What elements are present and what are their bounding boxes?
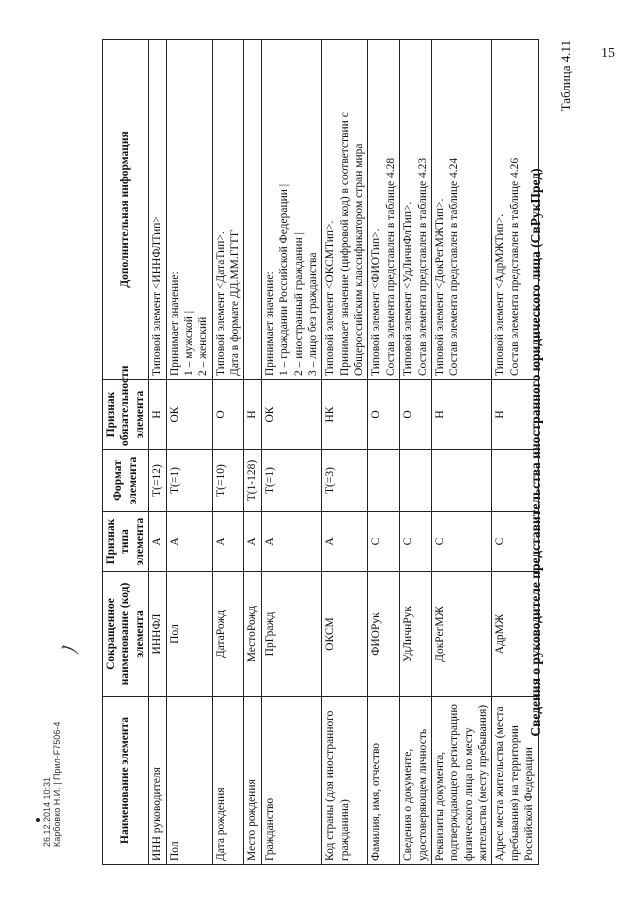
- cell-type: С: [431, 512, 492, 572]
- cell-name: Место рождения: [244, 697, 261, 865]
- cell-name: Код страны (для иностранного гражданина): [322, 697, 368, 865]
- cell-info: Принимает значение: 1 – граждании Российской Федерации | 2 – иностранный гражданин | 3 – лицо без гражданства: [261, 40, 322, 380]
- column-header: Наименование элемента: [103, 697, 149, 865]
- cell-req: Н: [149, 380, 166, 450]
- cell-format: T(=10): [212, 450, 244, 512]
- cell-req: Н: [492, 380, 538, 450]
- cell-name: Гражданство: [261, 697, 322, 865]
- table-row: [492, 40, 538, 865]
- cell-type: С: [400, 512, 432, 572]
- table-number: Таблица 4.11: [558, 40, 573, 112]
- cell-type: А: [322, 512, 368, 572]
- cell-info: Типовой элемент <ФИОТип>. Состав элемента представлен в таблице 4.28: [368, 40, 400, 380]
- table-row: [166, 40, 212, 865]
- cell-type: С: [368, 512, 400, 572]
- cell-req: ОК: [261, 380, 322, 450]
- cell-format: [431, 450, 492, 512]
- cell-format: T(=1): [261, 450, 322, 512]
- cell-code: Пол: [166, 572, 212, 697]
- table-row: [212, 40, 244, 865]
- cell-code: ФИОРук: [368, 572, 400, 697]
- cell-name: Пол: [166, 697, 212, 865]
- cell-info: Типовой элемент <ДокРегМЖТип>. Состав элемента представлен в таблице 4.24: [431, 40, 492, 380]
- table-row: [431, 40, 492, 865]
- cell-code: ДатаРожд: [212, 572, 244, 697]
- cell-info: Типовой элемент <УдЛичнФлТип>. Состав элемента представлен в таблице 4.23: [400, 40, 432, 380]
- cell-name: Дата рождения: [212, 697, 244, 865]
- cell-req: О: [368, 380, 400, 450]
- cell-format: T(=12): [149, 450, 166, 512]
- cell-code: ДокРегМЖ: [431, 572, 492, 697]
- cell-req: ОК: [166, 380, 212, 450]
- cell-req: Н: [244, 380, 261, 450]
- header-row: [103, 40, 149, 865]
- table-title: Сведения о руководителе представительства иностранного юридического лица (СвРукПред): [528, 168, 543, 737]
- cell-format: [492, 450, 538, 512]
- cell-code: ИННФЛ: [149, 572, 166, 697]
- cell-req: О: [400, 380, 432, 450]
- cell-name: ИНН руководителя: [149, 697, 166, 865]
- cell-type: А: [149, 512, 166, 572]
- cell-name: Реквизиты документа, подтверждающего регистрацию физического лица по месту жительства (месту пребывания): [431, 697, 492, 865]
- rotated-page-content: [42, 40, 590, 865]
- table-row: [244, 40, 261, 865]
- cell-format: [400, 450, 432, 512]
- cell-req: НК: [322, 380, 368, 450]
- cell-code: АдрМЖ: [492, 572, 538, 697]
- page-number: 15: [601, 46, 615, 61]
- table-row: [368, 40, 400, 865]
- table-row: [149, 40, 166, 865]
- cell-name: Сведения о документе, удостоверяющем личность: [400, 697, 432, 865]
- table-body: [103, 40, 539, 865]
- table-row: [261, 40, 322, 865]
- cell-type: А: [212, 512, 244, 572]
- cell-name: Адрес места жительства (места пребывания) на территории Российской Федерации: [492, 697, 538, 865]
- cell-type: А: [261, 512, 322, 572]
- cell-format: T(1-128): [244, 450, 261, 512]
- cell-name: Фамилия, имя, отчество: [368, 697, 400, 865]
- cell-info: Типовой элемент <АдрМЖТип>. Состав элемента представлен в таблице 4.26: [492, 40, 538, 380]
- cell-type: А: [166, 512, 212, 572]
- cell-code: МестоРожд: [244, 572, 261, 697]
- stamp-line-date: 26.12.2014 10:31: [42, 776, 52, 847]
- cell-format: T(=1): [166, 450, 212, 512]
- cell-info: Типовой элемент <ИННФЛТип>: [149, 40, 166, 380]
- cell-format: T(=3): [322, 450, 368, 512]
- handwritten-mark-icon: ﾉ: [59, 643, 84, 655]
- column-header: Признак обязательности элемента: [103, 380, 149, 450]
- speck: [36, 818, 40, 822]
- cell-format: [368, 450, 400, 512]
- column-header: Сокращенное наименование (код) элемента: [103, 572, 149, 697]
- cell-req: О: [212, 380, 244, 450]
- cell-info: Типовой элемент <ОКСМТип>. Принимает значение (цифровой код) в соответствии с Общероссийским классификатором стран мира: [322, 40, 368, 380]
- column-header: Признак типа элемента: [103, 512, 149, 572]
- column-header: Дополнительная информация: [103, 40, 149, 380]
- cell-type: С: [492, 512, 538, 572]
- cell-info: Принимает значение: 1 – мужской | 2 – женский: [166, 40, 212, 380]
- cell-code: УдЛичнРук: [400, 572, 432, 697]
- print-stamp: [42, 722, 63, 847]
- column-header: Формат элемента: [103, 450, 149, 512]
- cell-info: Типовой элемент <ДатаТип>. Дата в формате ДД.ММ.ГГГГ: [212, 40, 244, 380]
- cell-req: Н: [431, 380, 492, 450]
- table-row: [322, 40, 368, 865]
- elements-table: [102, 39, 539, 865]
- cell-code: ОКСМ: [322, 572, 368, 697]
- cell-type: А: [244, 512, 261, 572]
- cell-code: ПрГражд: [261, 572, 322, 697]
- cell-info: [244, 40, 261, 380]
- table-row: [400, 40, 432, 865]
- stamp-line-author: Карбовко Н.И. | Прил-F7506-4: [52, 721, 63, 847]
